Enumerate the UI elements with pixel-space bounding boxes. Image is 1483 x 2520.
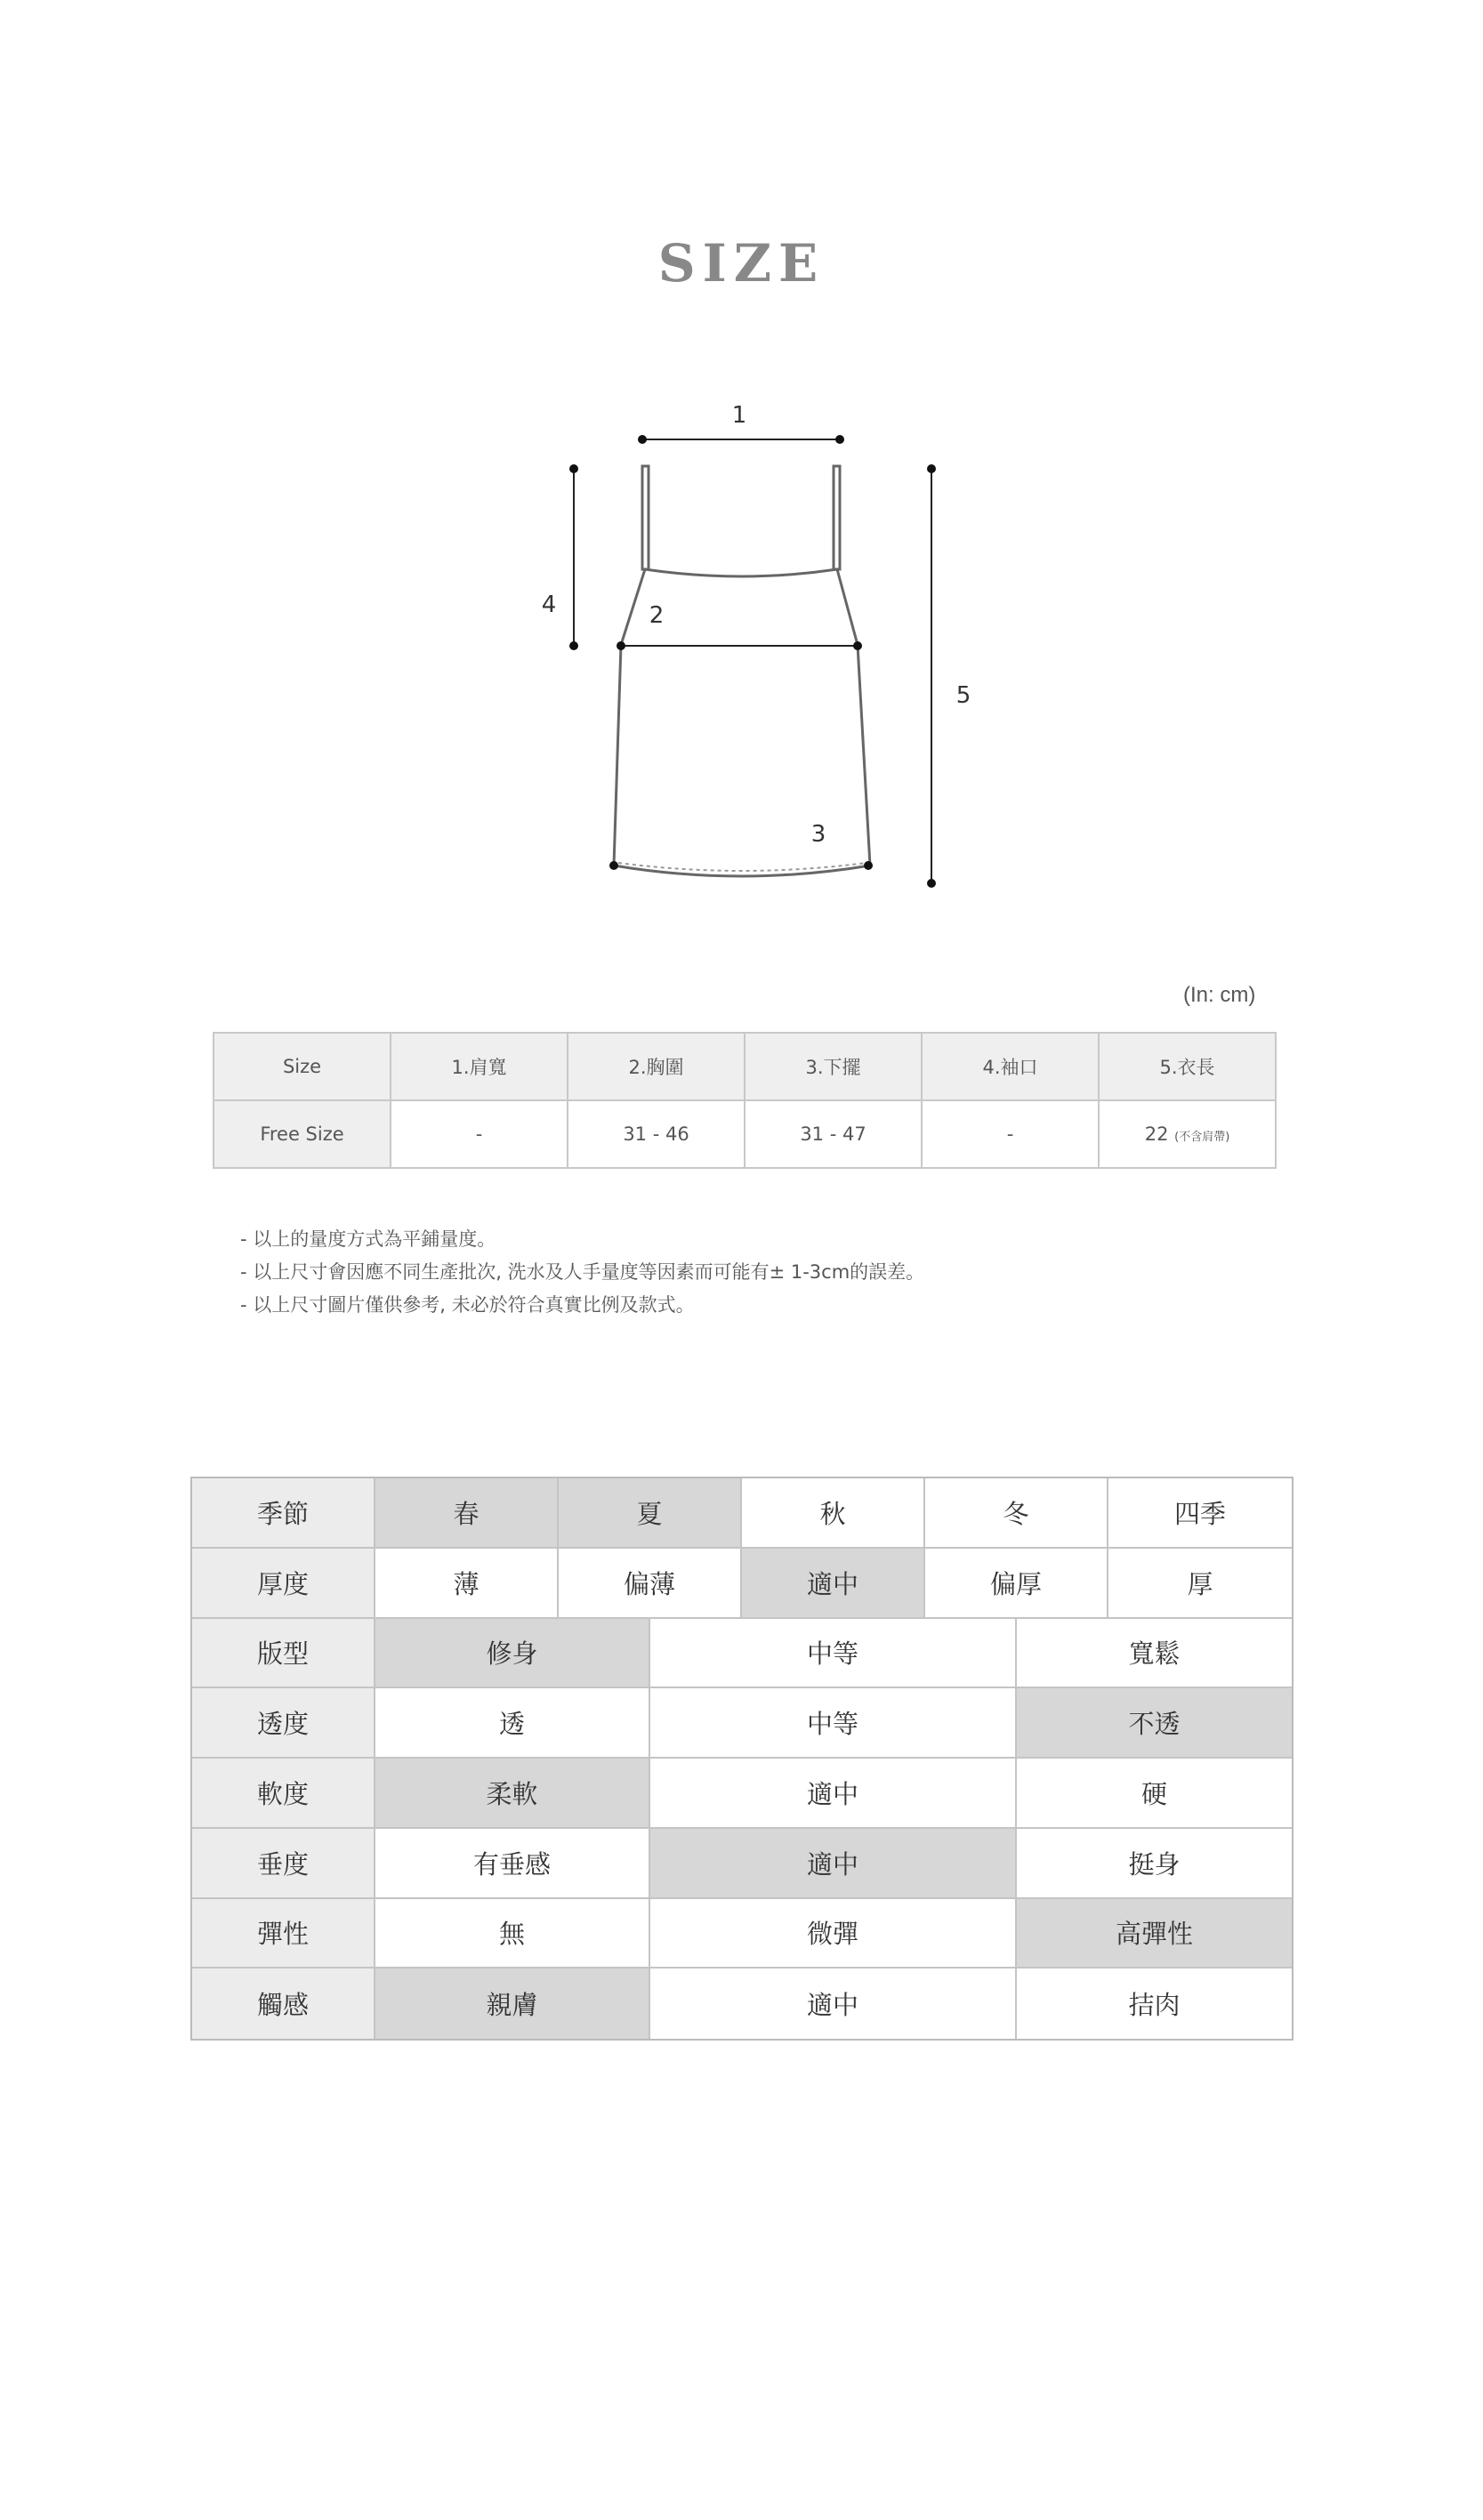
- sheerness-option: 中等: [650, 1688, 1017, 1759]
- measurement-notes: [240, 1223, 924, 1322]
- header-shoulder: 1.肩寬: [391, 1033, 568, 1100]
- label-armhole: 4: [541, 592, 557, 618]
- label-shoulder: 1: [731, 402, 747, 429]
- softness-option: 柔軟: [375, 1759, 650, 1829]
- season-option: 秋: [742, 1478, 925, 1549]
- season-option: 春: [375, 1478, 559, 1549]
- attr-label-elasticity: 彈性: [192, 1899, 375, 1969]
- thickness-option: 適中: [742, 1549, 925, 1619]
- touch-option: 親膚: [375, 1968, 650, 2039]
- touch-option: 拮肉: [1128, 1990, 1181, 2021]
- length-value: 22: [1144, 1123, 1169, 1145]
- attr-label-fit: 版型: [192, 1619, 375, 1689]
- thickness-option: 薄: [375, 1549, 559, 1619]
- elasticity-option: 無: [375, 1899, 650, 1969]
- cell-shoulder: -: [391, 1100, 568, 1168]
- cell-chest: 31 - 46: [568, 1100, 745, 1168]
- attr-label-touch: 觸感: [192, 1968, 375, 2039]
- size-table: [213, 1032, 1277, 1169]
- size-table-header-row: [214, 1033, 1276, 1100]
- attr-label-season: 季節: [192, 1478, 375, 1549]
- attr-label-sheerness: 透度: [192, 1688, 375, 1759]
- length-note: (不含肩帶): [1174, 1131, 1230, 1144]
- fabric-attributes-grid: [190, 1477, 1294, 2041]
- season-option: 夏: [559, 1478, 742, 1549]
- fit-option: 修身: [375, 1619, 650, 1689]
- note-line: - 以上尺寸會因應不同生產批次, 洗水及人手量度等因素而可能有± 1-3cm的誤差。: [240, 1261, 925, 1283]
- thickness-option: 偏薄: [559, 1549, 742, 1619]
- unit-label: (In: cm): [1183, 983, 1256, 1007]
- cell-length: [1099, 1100, 1276, 1168]
- touch-option: 適中: [650, 1968, 1017, 2039]
- softness-option: 硬: [1017, 1759, 1292, 1829]
- sheerness-option: 透: [375, 1688, 650, 1759]
- season-option: 冬: [925, 1478, 1108, 1549]
- cell-armhole: -: [922, 1100, 1099, 1168]
- header-size: Size: [214, 1033, 391, 1100]
- drape-option: 挺身: [1017, 1829, 1292, 1899]
- sheerness-option: 不透: [1017, 1688, 1292, 1759]
- thickness-option: 厚: [1108, 1549, 1292, 1619]
- drape-option: 適中: [650, 1829, 1017, 1899]
- thickness-option: 偏厚: [925, 1549, 1108, 1619]
- header-armhole: 4.袖口: [922, 1033, 1099, 1100]
- note-line: - 以上的量度方式為平鋪量度。: [240, 1228, 496, 1250]
- attr-label-thickness: 厚度: [192, 1549, 375, 1619]
- label-length: 5: [955, 682, 971, 709]
- garment-diagram: [0, 374, 1483, 907]
- note-line: - 以上尺寸圖片僅供參考, 未必於符合真實比例及款式。: [240, 1294, 695, 1316]
- attr-label-softness: 軟度: [192, 1759, 375, 1829]
- elasticity-option: 微彈: [650, 1899, 1017, 1969]
- label-hem: 3: [810, 821, 826, 848]
- attr-label-drape: 垂度: [192, 1829, 375, 1899]
- fit-option: 中等: [650, 1619, 1017, 1689]
- size-table-row: [214, 1100, 1276, 1168]
- label-chest: 2: [649, 602, 665, 629]
- season-option: 四季: [1108, 1478, 1292, 1549]
- cell-size: Free Size: [214, 1100, 391, 1168]
- fit-option: 寬鬆: [1017, 1619, 1292, 1689]
- header-chest: 2.胸圍: [568, 1033, 745, 1100]
- page-title: SIZE: [657, 233, 826, 294]
- header-length: 5.衣長: [1099, 1033, 1276, 1100]
- cell-hem: 31 - 47: [745, 1100, 922, 1168]
- drape-option: 有垂感: [375, 1829, 650, 1899]
- header-hem: 3.下擺: [745, 1033, 922, 1100]
- elasticity-option: 高彈性: [1017, 1899, 1292, 1969]
- softness-option: 適中: [650, 1759, 1017, 1829]
